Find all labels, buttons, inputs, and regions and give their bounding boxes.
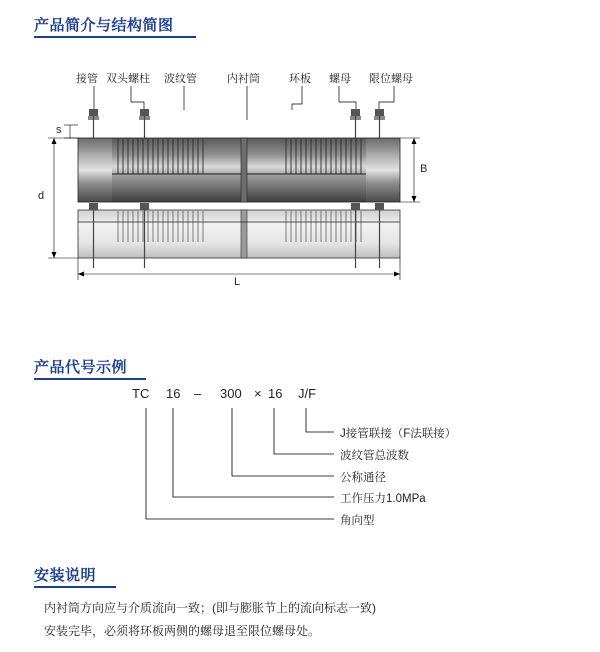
code-token-tc: TC <box>132 386 150 401</box>
install-notes <box>44 600 564 646</box>
section-rule-intro <box>34 36 196 38</box>
code-token-jf: J/F <box>298 386 317 401</box>
code-desc-diameter: 公称通径 <box>340 472 386 484</box>
section-title-code: 产品代号示例 <box>34 359 128 376</box>
section-rule-install <box>34 586 116 588</box>
code-desc-pressure: 工作压力1.0MPa <box>340 493 426 505</box>
code-desc-type: 角向型 <box>340 515 375 527</box>
section-rule-code <box>34 378 146 380</box>
code-token-300: 300 <box>220 386 242 401</box>
callout-label-ring-plate: 环板 <box>289 73 311 85</box>
dimension-label-d: d <box>38 190 45 202</box>
callout-label-stud-bolt: 双头螺柱 <box>106 73 150 85</box>
code-desc-connection: J接管联接（F法联接） <box>340 428 457 440</box>
install-note-line-1: 内衬筒方向应与介质流向一致；(即与膨胀节上的流向标志一致) <box>44 601 376 615</box>
callout-label-limit-nut: 限位螺母 <box>369 73 413 85</box>
structure-diagram <box>34 62 554 292</box>
section-title-intro: 产品简介与结构简图 <box>34 17 174 34</box>
code-token-16b: 16 <box>268 386 283 401</box>
section-title-install: 安装说明 <box>34 567 97 584</box>
code-token-16a: 16 <box>166 386 181 401</box>
dimension-label-s: s <box>56 124 62 136</box>
product-code-diagram <box>34 386 554 544</box>
dimension-label-b: B <box>420 163 428 175</box>
callout-label-bellows: 波纹管 <box>164 73 197 85</box>
dimension-label-l: L <box>234 276 241 288</box>
callout-label-liner: 内衬筒 <box>227 73 260 85</box>
install-note-line-2: 安装完毕，必须将环板两侧的螺母退至限位螺母处。 <box>44 624 321 638</box>
callout-label-nut: 螺母 <box>329 73 351 85</box>
callout-label-pipe: 接管 <box>76 73 98 85</box>
code-token-times: × <box>254 386 262 401</box>
code-token-dash: – <box>194 386 202 401</box>
code-desc-wave-count: 波纹管总波数 <box>340 450 409 462</box>
